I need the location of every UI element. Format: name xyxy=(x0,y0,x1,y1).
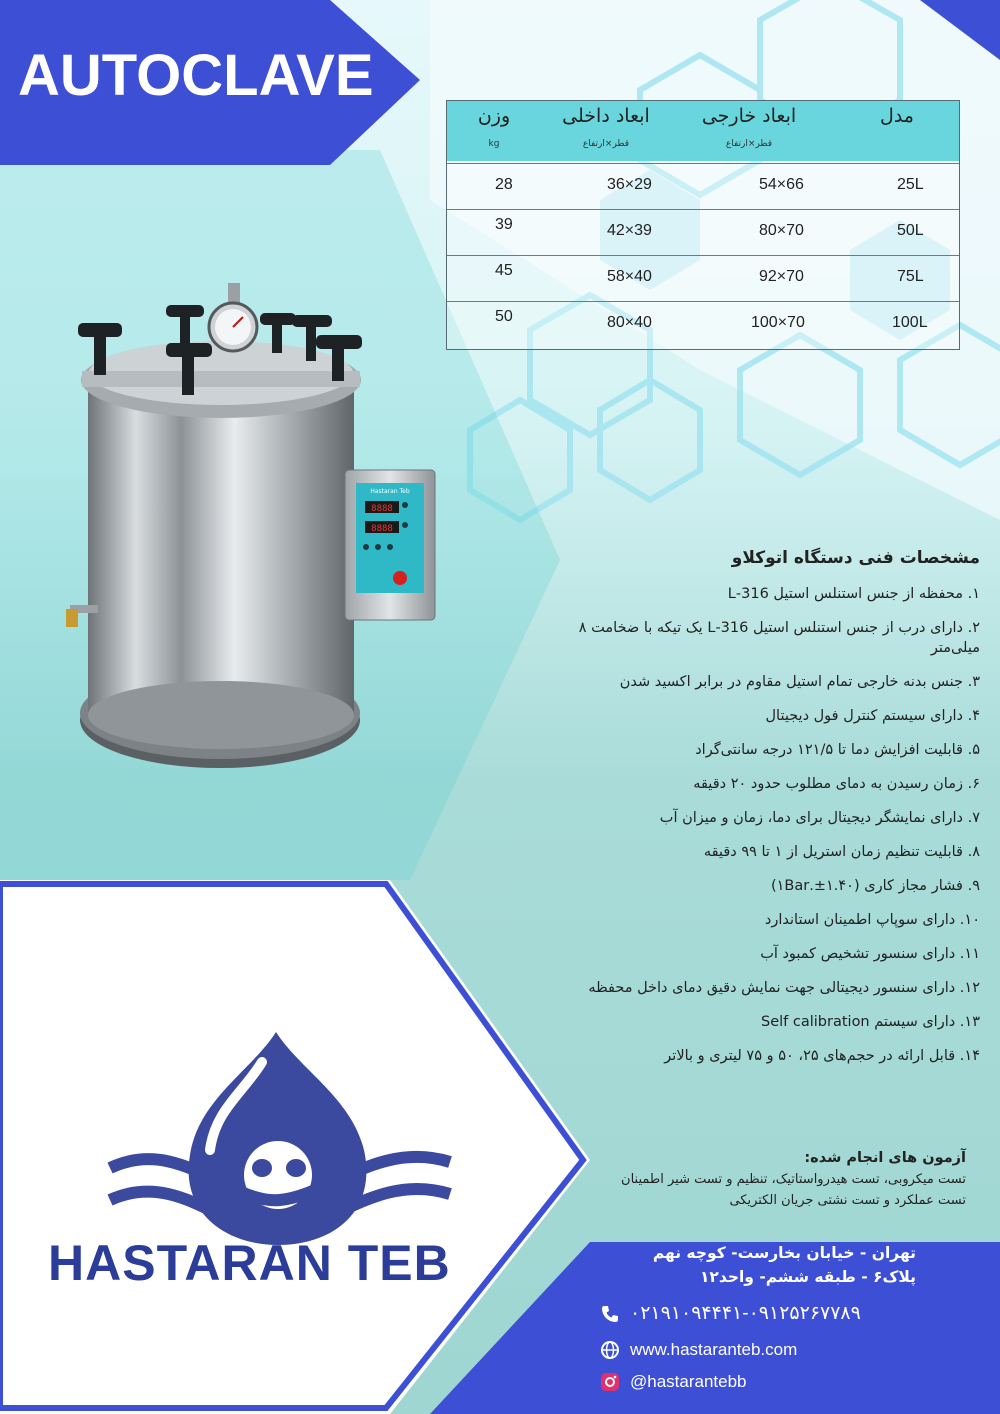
tests-line: تست میکروبی، تست هیدرواستاتیک، تنظیم و تست شیر اطمینان xyxy=(621,1172,966,1187)
spec-item: ۵. قابلیت افزایش دما تا ۱۲۱/۵ درجه سانتی‌گراد xyxy=(695,742,980,758)
column-header-outer: ابعاد خارجی قطر×ارتفاع xyxy=(701,105,797,149)
specs-title: مشخصات فنی دستگاه اتوکلاو xyxy=(731,548,980,568)
website-link[interactable]: www.hastaranteb.com xyxy=(630,1340,798,1359)
cell-model: 50L xyxy=(897,222,924,239)
instagram-row xyxy=(600,1372,747,1392)
spec-item: ۴. دارای سیستم کنترل فول دیجیتال xyxy=(765,708,980,724)
phone-icon xyxy=(600,1304,620,1324)
cell-model: 75L xyxy=(897,268,924,285)
spec-item: ۳. جنس بدنه خارجی تمام استیل مقاوم در برابر اکسید شدن xyxy=(619,674,980,690)
cell-outer: 92×70 xyxy=(759,268,804,285)
display-readout-2: 8888 xyxy=(371,524,393,534)
address-line-1: تهران - خیابان بخارست- کوچه نهم xyxy=(652,1244,916,1262)
spec-item: ۶. زمان رسیدن به دمای مطلوب حدود ۲۰ دقیقه xyxy=(693,776,980,792)
tests-section xyxy=(496,1150,966,1211)
website-row xyxy=(600,1340,797,1360)
cell-inner: 58×40 xyxy=(607,268,652,285)
cell-weight: 50 xyxy=(495,308,513,325)
globe-icon xyxy=(600,1340,620,1360)
column-header-inner: ابعاد داخلی قطر×ارتفاع xyxy=(562,105,650,149)
spec-item: ۱. محفظه از جنس استنلس استیل 316-L xyxy=(727,586,980,602)
phone-number[interactable]: ۰۲۱۹۱۰۹۴۴۴۱-۰۹۱۲۵۲۶۷۷۸۹ xyxy=(630,1303,861,1324)
cell-weight: 45 xyxy=(495,262,513,279)
cell-model: 100L xyxy=(892,314,928,331)
brand-name-2: TEB xyxy=(347,1235,451,1291)
column-header-model: مدل xyxy=(880,105,914,127)
cell-inner: 36×29 xyxy=(607,176,652,193)
spec-item: ۱۲. دارای سنسور دیجیتالی جهت نمایش دقیق دمای داخل محفظه xyxy=(588,980,980,996)
spec-item: ۱۴. قابل ارائه در حجم‌های ۲۵، ۵۰ و ۷۵ لیتری و بالاتر xyxy=(664,1048,980,1064)
cell-outer: 100×70 xyxy=(751,314,805,331)
cell-outer: 54×66 xyxy=(759,176,804,193)
page-title: AUTOCLAVE xyxy=(18,43,374,108)
panel-brand-label: Hastaran Teb xyxy=(370,488,410,495)
cell-weight: 28 xyxy=(495,176,513,193)
cell-weight: 39 xyxy=(495,216,513,233)
cell-model: 25L xyxy=(897,176,924,193)
cell-inner: 80×40 xyxy=(607,314,652,331)
cell-outer: 80×70 xyxy=(759,222,804,239)
spec-item: ۷. دارای نمایشگر دیجیتال برای دما، زمان و میزان آب xyxy=(659,810,980,826)
column-header-weight: وزن kg xyxy=(477,105,511,149)
spec-item: ۱۳. دارای سیستم Self calibration xyxy=(761,1014,980,1030)
instagram-icon xyxy=(600,1372,620,1392)
spec-item: ۹. فشار مجاز کاری (۱.۴۰±.۱Bar) xyxy=(770,878,980,894)
spec-item: ۲. دارای درب از جنس استنلس استیل 316-L یک تیکه با ضخامت ۸ میلی‌متر xyxy=(578,620,980,656)
display-readout-1: 8888 xyxy=(371,504,393,514)
spec-item: ۸. قابلیت تنظیم زمان استریل از ۱ تا ۹۹ دقیقه xyxy=(703,844,980,860)
phone-row xyxy=(600,1302,861,1325)
tests-line: تست عملکرد و تست نشتی جریان الکتریکی xyxy=(729,1193,966,1208)
cell-inner: 42×39 xyxy=(607,222,652,239)
spec-item: ۱۰. دارای سوپاپ اطمینان استاندارد xyxy=(764,912,980,928)
address-line-2: پلاک۶ - طبقه ششم- واحد۱۲ xyxy=(699,1268,916,1286)
brand-wordmark xyxy=(48,1234,451,1292)
spec-item: ۱۱. دارای سنسور تشخیص کمبود آب xyxy=(760,946,980,962)
tests-title: آزمون های انجام شده: xyxy=(804,1150,966,1166)
instagram-handle[interactable]: @hastarantebb xyxy=(630,1372,747,1391)
brand-name-1: HASTARAN xyxy=(48,1235,333,1291)
